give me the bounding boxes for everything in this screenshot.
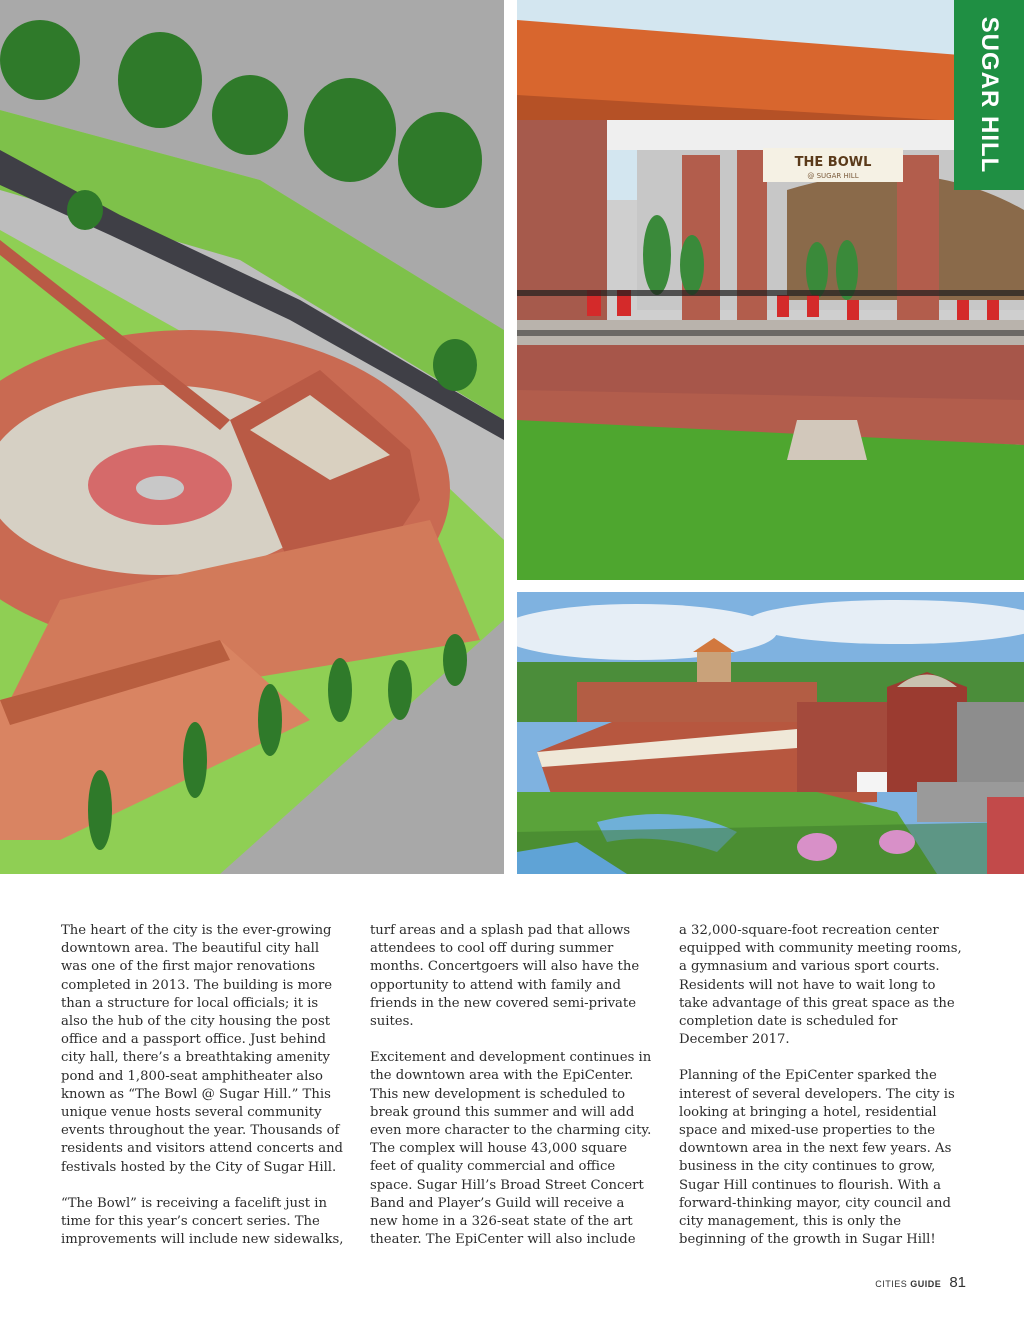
section-tab-label: SUGAR HILL xyxy=(976,16,1003,174)
paragraph: “The Bowl” is receiving a facelift just in time for this year’s concert series. The improvements will include new sidewalks, xyxy=(61,1195,344,1248)
text-column-3 xyxy=(679,922,964,1267)
epicenter-aerial-rendering xyxy=(517,592,1024,874)
text-column-2 xyxy=(370,922,655,1267)
bowl-sign-subtitle: @ SUGAR HILL xyxy=(807,172,859,180)
text-column-1 xyxy=(61,922,346,1267)
paragraph: a 32,000-square-foot recreation center equipped with community meeting rooms, a gymnasium and various sport courts. Residents will not have to wait long to take advantage of this great space as the completion date is scheduled for December 2017. xyxy=(679,923,962,1048)
publication-brand xyxy=(875,1279,941,1289)
paragraph: turf areas and a splash pad that allows attendees to cool off during summer months. Concertgoers will also have the opportunity to attend with family and friends in the new covered semi-private suites. xyxy=(370,923,640,1030)
bowl-sign-title: THE BOWL xyxy=(794,155,872,170)
page-footer xyxy=(875,1274,966,1292)
paragraph: Planning of the EpiCenter sparked the interest of several developers. The city is looking at bringing a hotel, residential space and mixed-use properties to the downtown area in the next few years. As business in the city continues to grow, Sugar Hill continues to flourish. With a forward-thinking mayor, city council and city management, this is only the beginning of the growth in Sugar Hill! xyxy=(679,1068,955,1248)
page-number: 81 xyxy=(949,1274,966,1291)
paragraph: Excitement and development continues in the downtown area with the EpiCenter. This new development is scheduled to break ground this summer and will add even more character to the charming city. The complex will house 43,000 square feet of quality commercial and office space. Sugar Hill’s Broad Street Concert Band and Player’s Guild will receive a new home in a 326-seat state of the art theater. The EpiCenter will also include xyxy=(370,1050,652,1248)
brand-light: CITIES xyxy=(875,1279,908,1289)
section-tab xyxy=(954,0,1024,190)
the-bowl-pavilion-rendering xyxy=(517,0,1024,580)
paragraph: The heart of the city is the ever-growing downtown area. The beautiful city hall was one of the first major renovations completed in 2013. The building is more than a structure for local officials; it is also the hub of the city housing the post office and a passport office. Just behind city hall, there’s a breathtaking amenity pond and 1,800-seat amphitheater also known as “The Bowl @ Sugar Hill.” This unique venue hosts several community events throughout the year. Thousands of residents and visitors attend concerts and festivals hosted by the City of Sugar Hill. xyxy=(61,923,343,1175)
city-hall-plaza-rendering xyxy=(0,0,504,874)
brand-bold: GUIDE xyxy=(910,1279,942,1289)
